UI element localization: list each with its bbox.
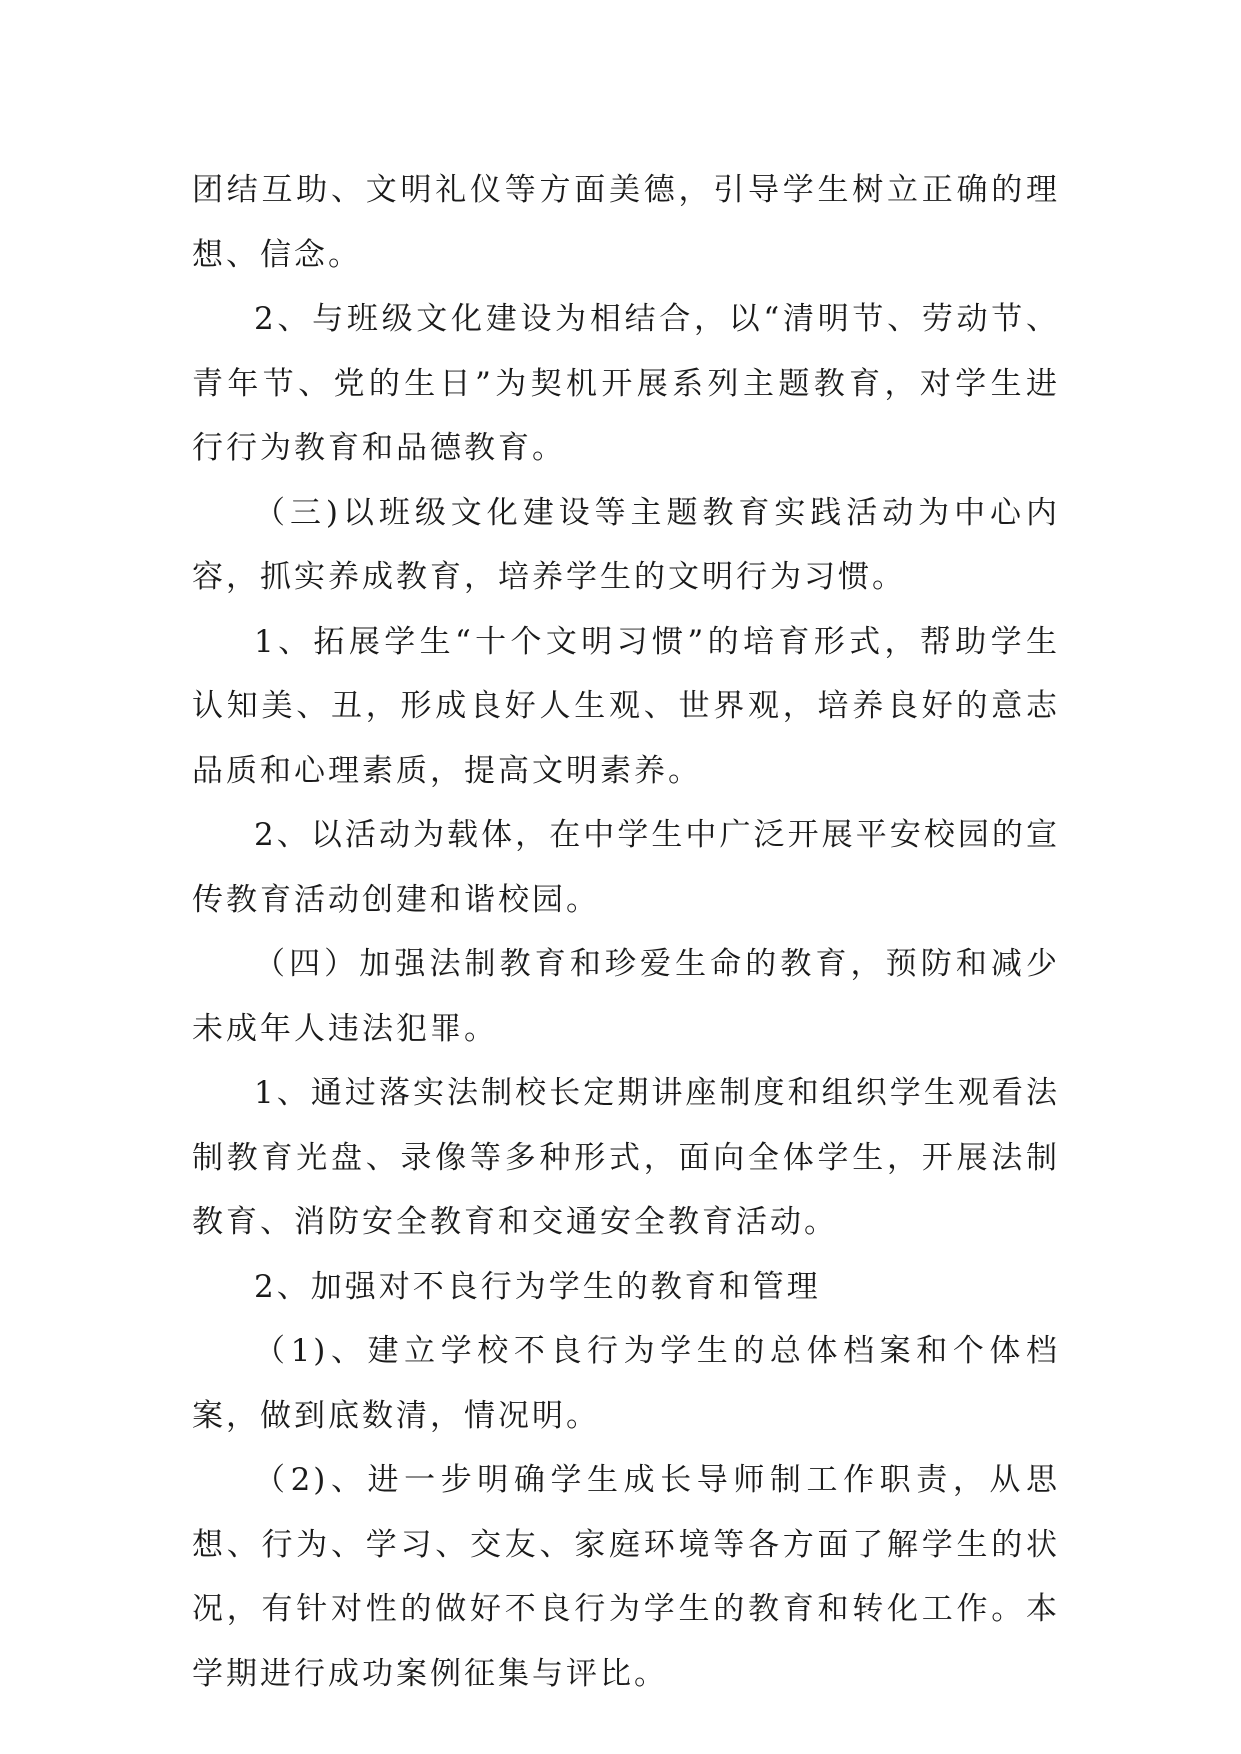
paragraph-7: 1、通过落实法制校长定期讲座制度和组织学生观看法制教育光盘、录像等多种形式，面向全体学生，开展法制教育、消防安全教育和交通安全教育活动。	[192, 1075, 1060, 1240]
paragraph-10: （2)、进一步明确学生成长导师制工作职责，从思想、行为、学习、交友、家庭环境等各方面了解学生的状况，有针对性的做好不良行为学生的教育和转化工作。本学期进行成功案例征集与评比。	[192, 1462, 1060, 1692]
paragraph-2: 2、与班级文化建设为相结合，以“清明节、劳动节、青年节、党的生日”为契机开展系列主题教育，对学生进行行为教育和品德教育。	[192, 301, 1060, 466]
paragraph-9: （1)、建立学校不良行为学生的总体档案和个体档案，做到底数清，情况明。	[192, 1333, 1060, 1434]
document-body	[192, 158, 1060, 1706]
paragraph-3: （三)以班级文化建设等主题教育实践活动为中心内容，抓实养成教育，培养学生的文明行为习惯。	[192, 494, 1060, 595]
paragraph-5: 2、以活动为载体，在中学生中广泛开展平安校园的宣传教育活动创建和谐校园。	[192, 817, 1060, 918]
paragraph-6: （四）加强法制教育和珍爱生命的教育，预防和减少未成年人违法犯罪。	[192, 946, 1060, 1047]
paragraph-8: 2、加强对不良行为学生的教育和管理	[254, 1268, 821, 1305]
paragraph-4: 1、拓展学生“十个文明习惯”的培育形式，帮助学生认知美、丑，形成良好人生观、世界观，培养良好的意志品质和心理素质，提高文明素养。	[192, 623, 1060, 789]
paragraph-1: 团结互助、文明礼仪等方面美德，引导学生树立正确的理想、信念。	[192, 172, 1060, 273]
